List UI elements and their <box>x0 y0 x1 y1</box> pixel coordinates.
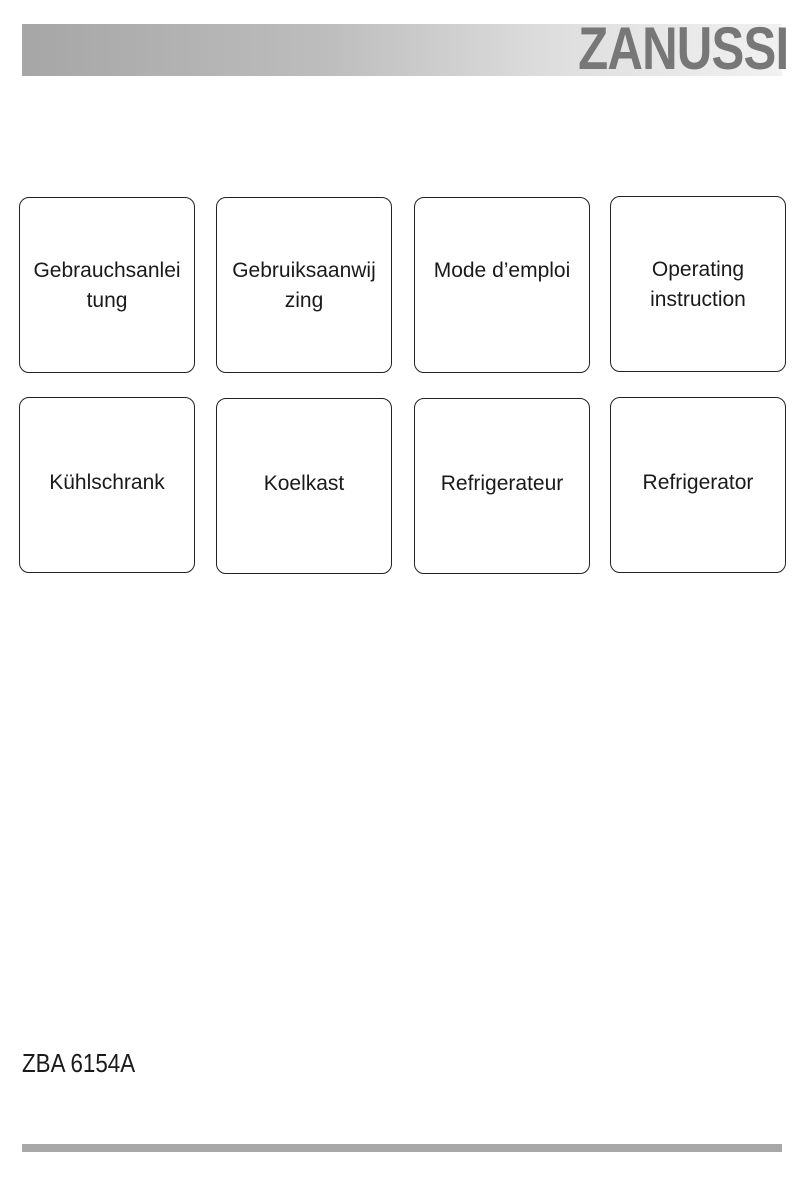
manual-title-line: Operating <box>651 258 745 281</box>
product-name-label: Koelkast <box>263 472 345 495</box>
product-name-label: Refrigerator <box>642 471 754 494</box>
manual-title-line: Gebrauchsanlei <box>33 259 181 282</box>
product-name-label: Refrigerateur <box>440 472 564 495</box>
manual-title-fr <box>414 197 590 373</box>
manual-title-line: zing <box>284 289 324 312</box>
manual-title-en <box>610 196 786 372</box>
model-number: ZBA 6154A <box>22 1048 136 1078</box>
manual-title-de <box>19 197 195 373</box>
footer-bar <box>22 1144 782 1152</box>
manual-title-line: tung <box>86 289 128 312</box>
product-name-fr <box>414 398 590 574</box>
manual-title-nl <box>216 197 392 373</box>
product-name-label: Kühlschrank <box>49 471 165 494</box>
product-name-en <box>610 397 786 573</box>
manual-title-line: Gebruiksaanwij <box>232 259 376 282</box>
brand-logo: ZANUSSI <box>577 15 788 82</box>
manual-title-line: Mode d’emploi <box>433 259 571 282</box>
product-name-nl <box>216 398 392 574</box>
product-name-de <box>19 397 195 573</box>
manual-title-line: instruction <box>650 288 746 311</box>
